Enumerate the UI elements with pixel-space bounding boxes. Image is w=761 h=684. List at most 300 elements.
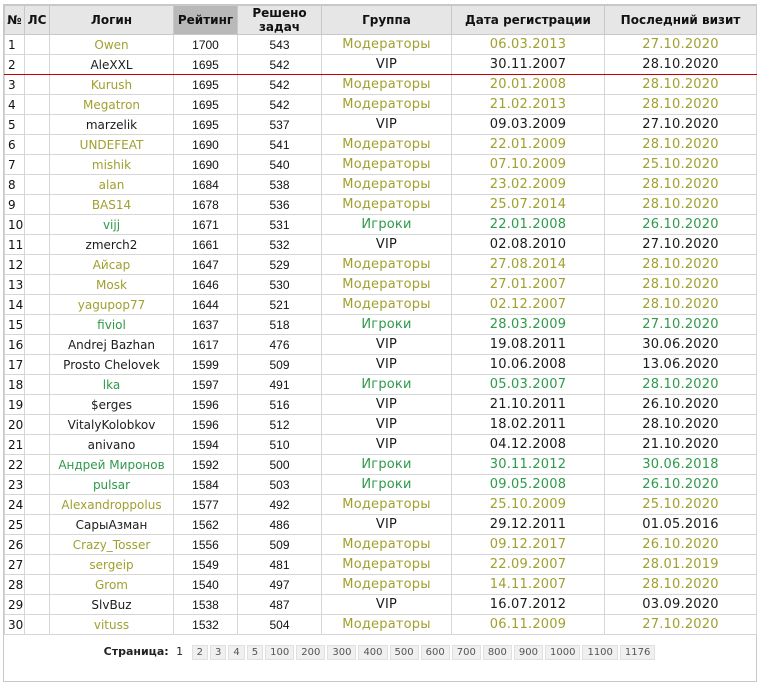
row-group: Модераторы <box>322 575 452 595</box>
row-rating: 1532 <box>174 615 238 635</box>
row-pm-cell[interactable] <box>25 95 50 115</box>
row-last-visit: 28.10.2020 <box>605 195 757 215</box>
table-row <box>5 535 757 555</box>
row-registration-date: 09.12.2017 <box>452 535 605 555</box>
pagination-page-link[interactable]: 1176 <box>620 645 655 660</box>
rating-panel <box>3 4 757 682</box>
row-number: 1 <box>5 35 25 55</box>
row-pm-cell[interactable] <box>25 315 50 335</box>
row-rating: 1695 <box>174 55 238 75</box>
table-row <box>5 435 757 455</box>
col-header-solved[interactable]: Решено задач <box>238 6 322 35</box>
row-solved: 491 <box>238 375 322 395</box>
row-login-link[interactable]: UNDEFEAT <box>50 135 174 155</box>
row-pm-cell[interactable] <box>25 175 50 195</box>
row-group: Игроки <box>322 455 452 475</box>
row-solved: 540 <box>238 155 322 175</box>
row-pm-cell[interactable] <box>25 455 50 475</box>
row-login-link[interactable]: pulsar <box>50 475 174 495</box>
row-rating: 1700 <box>174 35 238 55</box>
row-pm-cell[interactable] <box>25 575 50 595</box>
pagination-page-link[interactable]: 1000 <box>545 645 580 660</box>
row-pm-cell[interactable] <box>25 295 50 315</box>
row-group: VIP <box>322 355 452 375</box>
table-row <box>5 275 757 295</box>
row-pm-cell[interactable] <box>25 235 50 255</box>
row-pm-cell[interactable] <box>25 375 50 395</box>
row-group: Модераторы <box>322 35 452 55</box>
row-rating: 1584 <box>174 475 238 495</box>
row-last-visit: 01.05.2016 <box>605 515 757 535</box>
row-login-link[interactable]: VitalyKolobkov <box>50 415 174 435</box>
row-number: 28 <box>5 575 25 595</box>
table-row <box>5 495 757 515</box>
row-last-visit: 26.10.2020 <box>605 535 757 555</box>
row-rating: 1646 <box>174 275 238 295</box>
table-row <box>5 215 757 235</box>
row-number: 22 <box>5 455 25 475</box>
row-number: 21 <box>5 435 25 455</box>
row-rating: 1556 <box>174 535 238 555</box>
table-row <box>5 335 757 355</box>
row-solved: 510 <box>238 435 322 455</box>
row-last-visit: 28.10.2020 <box>605 575 757 595</box>
row-pm-cell[interactable] <box>25 355 50 375</box>
row-solved: 476 <box>238 335 322 355</box>
row-last-visit: 13.06.2020 <box>605 355 757 375</box>
row-number: 7 <box>5 155 25 175</box>
row-group: Игроки <box>322 315 452 335</box>
row-login-link[interactable]: Prosto Chelovek <box>50 355 174 375</box>
row-number: 15 <box>5 315 25 335</box>
row-pm-cell[interactable] <box>25 195 50 215</box>
row-pm-cell[interactable] <box>25 415 50 435</box>
row-solved: 509 <box>238 535 322 555</box>
row-solved: 531 <box>238 215 322 235</box>
row-login-link[interactable]: Mosk <box>50 275 174 295</box>
row-group: Модераторы <box>322 555 452 575</box>
col-header-last-visit[interactable]: Последний визит <box>605 6 757 35</box>
row-login-link[interactable]: marzelik <box>50 115 174 135</box>
row-group: Модераторы <box>322 295 452 315</box>
row-solved: 504 <box>238 615 322 635</box>
row-solved: 537 <box>238 115 322 135</box>
row-solved: 481 <box>238 555 322 575</box>
row-group: VIP <box>322 395 452 415</box>
row-pm-cell[interactable] <box>25 275 50 295</box>
row-registration-date: 28.03.2009 <box>452 315 605 335</box>
row-pm-cell[interactable] <box>25 335 50 355</box>
row-login-link[interactable]: Андрей Миронов <box>50 455 174 475</box>
row-registration-date: 25.10.2009 <box>452 495 605 515</box>
row-login-link[interactable]: vituss <box>50 615 174 635</box>
row-registration-date: 21.10.2011 <box>452 395 605 415</box>
row-last-visit: 28.10.2020 <box>605 75 757 95</box>
row-solved: 542 <box>238 75 322 95</box>
row-login-link[interactable]: anivano <box>50 435 174 455</box>
table-row <box>5 95 757 115</box>
table-row <box>5 475 757 495</box>
row-last-visit: 25.10.2020 <box>605 495 757 515</box>
row-number: 5 <box>5 115 25 135</box>
row-rating: 1596 <box>174 395 238 415</box>
row-solved: 532 <box>238 235 322 255</box>
table-row <box>5 55 757 75</box>
row-number: 2 <box>5 55 25 75</box>
table-row <box>5 115 757 135</box>
row-registration-date: 22.09.2007 <box>452 555 605 575</box>
row-login-link[interactable]: BAS14 <box>50 195 174 215</box>
row-number: 17 <box>5 355 25 375</box>
row-registration-date: 02.08.2010 <box>452 235 605 255</box>
row-group: Модераторы <box>322 95 452 115</box>
row-group: Модераторы <box>322 135 452 155</box>
row-solved: 536 <box>238 195 322 215</box>
row-last-visit: 26.10.2020 <box>605 475 757 495</box>
row-pm-cell[interactable] <box>25 535 50 555</box>
row-number: 29 <box>5 595 25 615</box>
pagination-page-link[interactable]: 5 <box>247 645 263 660</box>
row-number: 16 <box>5 335 25 355</box>
table-row <box>5 375 757 395</box>
row-rating: 1538 <box>174 595 238 615</box>
row-pm-cell[interactable] <box>25 55 50 75</box>
row-login-link[interactable]: Crazy_Tosser <box>50 535 174 555</box>
row-group: Модераторы <box>322 175 452 195</box>
pagination <box>4 645 756 660</box>
row-registration-date: 21.02.2013 <box>452 95 605 115</box>
row-registration-date: 09.05.2008 <box>452 475 605 495</box>
pagination-page-link[interactable]: 1100 <box>582 645 617 660</box>
row-last-visit: 28.10.2020 <box>605 255 757 275</box>
row-number: 20 <box>5 415 25 435</box>
row-number: 6 <box>5 135 25 155</box>
row-registration-date: 10.06.2008 <box>452 355 605 375</box>
table-row <box>5 235 757 255</box>
row-registration-date: 22.01.2008 <box>452 215 605 235</box>
row-last-visit: 28.10.2020 <box>605 175 757 195</box>
row-group: Игроки <box>322 475 452 495</box>
row-pm-cell[interactable] <box>25 615 50 635</box>
row-rating: 1695 <box>174 75 238 95</box>
row-group: Игроки <box>322 215 452 235</box>
col-header-pm[interactable]: ЛС <box>25 6 50 35</box>
col-header-number[interactable]: № <box>5 6 25 35</box>
row-registration-date: 14.11.2007 <box>452 575 605 595</box>
row-last-visit: 27.10.2020 <box>605 315 757 335</box>
row-rating: 1684 <box>174 175 238 195</box>
row-registration-date: 18.02.2011 <box>452 415 605 435</box>
row-number: 3 <box>5 75 25 95</box>
pagination-page-link[interactable]: 100 <box>265 645 294 660</box>
row-rating: 1644 <box>174 295 238 315</box>
row-number: 30 <box>5 615 25 635</box>
table-row <box>5 155 757 175</box>
table-row <box>5 575 757 595</box>
row-rating: 1577 <box>174 495 238 515</box>
row-pm-cell[interactable] <box>25 555 50 575</box>
pagination-page-link[interactable]: 3 <box>210 645 226 660</box>
row-solved: 512 <box>238 415 322 435</box>
row-registration-date: 20.01.2008 <box>452 75 605 95</box>
table-row <box>5 555 757 575</box>
row-number: 14 <box>5 295 25 315</box>
row-rating: 1690 <box>174 155 238 175</box>
row-group: Модераторы <box>322 615 452 635</box>
table-row <box>5 455 757 475</box>
row-registration-date: 27.01.2007 <box>452 275 605 295</box>
row-last-visit: 26.10.2020 <box>605 215 757 235</box>
row-registration-date: 23.02.2009 <box>452 175 605 195</box>
col-header-rating[interactable]: Рейтинг <box>174 6 238 35</box>
row-last-visit: 27.10.2020 <box>605 35 757 55</box>
pagination-label: Страница: <box>103 645 169 658</box>
row-registration-date: 16.07.2012 <box>452 595 605 615</box>
row-rating: 1599 <box>174 355 238 375</box>
row-login-link[interactable]: alan <box>50 175 174 195</box>
row-group: VIP <box>322 335 452 355</box>
row-last-visit: 27.10.2020 <box>605 615 757 635</box>
table-row <box>5 75 757 95</box>
table-body <box>5 35 757 635</box>
row-rating: 1594 <box>174 435 238 455</box>
row-group: VIP <box>322 115 452 135</box>
row-registration-date: 29.12.2011 <box>452 515 605 535</box>
row-registration-date: 30.11.2007 <box>452 55 605 75</box>
table-row <box>5 195 757 215</box>
row-login-link[interactable]: zmerch2 <box>50 235 174 255</box>
row-number: 27 <box>5 555 25 575</box>
row-last-visit: 28.01.2019 <box>605 555 757 575</box>
table-row <box>5 515 757 535</box>
table-row <box>5 355 757 375</box>
table-row <box>5 295 757 315</box>
col-header-login[interactable]: Логин <box>50 6 174 35</box>
row-last-visit: 21.10.2020 <box>605 435 757 455</box>
row-number: 11 <box>5 235 25 255</box>
table-row <box>5 135 757 155</box>
table-header-row <box>5 6 757 35</box>
row-last-visit: 28.10.2020 <box>605 415 757 435</box>
row-solved: 529 <box>238 255 322 275</box>
row-pm-cell[interactable] <box>25 135 50 155</box>
row-last-visit: 30.06.2018 <box>605 455 757 475</box>
row-solved: 509 <box>238 355 322 375</box>
table-row <box>5 595 757 615</box>
row-solved: 487 <box>238 595 322 615</box>
row-number: 23 <box>5 475 25 495</box>
row-pm-cell[interactable] <box>25 75 50 95</box>
table-row <box>5 395 757 415</box>
row-group: Модераторы <box>322 255 452 275</box>
row-rating: 1647 <box>174 255 238 275</box>
row-pm-cell[interactable] <box>25 475 50 495</box>
row-registration-date: 27.08.2014 <box>452 255 605 275</box>
row-login-link[interactable]: Айсар <box>50 255 174 275</box>
row-number: 4 <box>5 95 25 115</box>
row-solved: 518 <box>238 315 322 335</box>
row-solved: 542 <box>238 55 322 75</box>
pagination-page-link[interactable]: 800 <box>483 645 512 660</box>
row-solved: 538 <box>238 175 322 195</box>
row-last-visit: 28.10.2020 <box>605 295 757 315</box>
row-login-link[interactable]: fiviol <box>50 315 174 335</box>
row-group: Модераторы <box>322 275 452 295</box>
row-registration-date: 06.11.2009 <box>452 615 605 635</box>
pagination-page-link[interactable]: 700 <box>452 645 481 660</box>
row-rating: 1562 <box>174 515 238 535</box>
row-pm-cell[interactable] <box>25 155 50 175</box>
row-solved: 542 <box>238 95 322 115</box>
row-pm-cell[interactable] <box>25 395 50 415</box>
pagination-page-link[interactable]: 300 <box>327 645 356 660</box>
row-login-link[interactable]: SlvBuz <box>50 595 174 615</box>
row-login-link[interactable]: Grom <box>50 575 174 595</box>
row-rating: 1617 <box>174 335 238 355</box>
row-rating: 1671 <box>174 215 238 235</box>
row-login-link[interactable]: Kurush <box>50 75 174 95</box>
row-last-visit: 28.10.2020 <box>605 275 757 295</box>
row-last-visit: 25.10.2020 <box>605 155 757 175</box>
row-rating: 1661 <box>174 235 238 255</box>
row-last-visit: 28.10.2020 <box>605 55 757 75</box>
row-registration-date: 02.12.2007 <box>452 295 605 315</box>
row-group: Модераторы <box>322 155 452 175</box>
table-row <box>5 615 757 635</box>
table-row <box>5 35 757 55</box>
row-registration-date: 30.11.2012 <box>452 455 605 475</box>
row-last-visit: 28.10.2020 <box>605 375 757 395</box>
row-rating: 1637 <box>174 315 238 335</box>
row-registration-date: 09.03.2009 <box>452 115 605 135</box>
row-login-link[interactable]: mishik <box>50 155 174 175</box>
pagination-page-link[interactable]: 900 <box>514 645 543 660</box>
row-registration-date: 04.12.2008 <box>452 435 605 455</box>
row-number: 8 <box>5 175 25 195</box>
row-rating: 1596 <box>174 415 238 435</box>
pagination-page-link[interactable]: 4 <box>228 645 244 660</box>
row-pm-cell[interactable] <box>25 255 50 275</box>
pagination-page-link[interactable]: 400 <box>358 645 387 660</box>
row-login-link[interactable]: vijj <box>50 215 174 235</box>
row-login-link[interactable]: Owen <box>50 35 174 55</box>
row-number: 25 <box>5 515 25 535</box>
pagination-page-link[interactable]: 500 <box>390 645 419 660</box>
row-pm-cell[interactable] <box>25 515 50 535</box>
row-group: Модераторы <box>322 75 452 95</box>
row-number: 19 <box>5 395 25 415</box>
row-solved: 500 <box>238 455 322 475</box>
row-last-visit: 27.10.2020 <box>605 235 757 255</box>
col-header-registration-date[interactable]: Дата регистрации <box>452 6 605 35</box>
row-group: Игроки <box>322 375 452 395</box>
row-login-link[interactable]: lka <box>50 375 174 395</box>
row-group: VIP <box>322 515 452 535</box>
table-row <box>5 415 757 435</box>
row-rating: 1690 <box>174 135 238 155</box>
row-login-link[interactable]: sergeip <box>50 555 174 575</box>
row-last-visit: 28.10.2020 <box>605 135 757 155</box>
row-number: 12 <box>5 255 25 275</box>
table-row <box>5 175 757 195</box>
row-number: 26 <box>5 535 25 555</box>
row-registration-date: 19.08.2011 <box>452 335 605 355</box>
row-number: 10 <box>5 215 25 235</box>
row-number: 13 <box>5 275 25 295</box>
row-pm-cell[interactable] <box>25 215 50 235</box>
row-rating: 1540 <box>174 575 238 595</box>
row-login-link[interactable]: $erges <box>50 395 174 415</box>
row-last-visit: 28.10.2020 <box>605 95 757 115</box>
row-login-link[interactable]: Alexandroppolus <box>50 495 174 515</box>
row-last-visit: 27.10.2020 <box>605 115 757 135</box>
row-registration-date: 07.10.2009 <box>452 155 605 175</box>
row-rating: 1695 <box>174 95 238 115</box>
table-row <box>5 315 757 335</box>
pagination-page-link[interactable]: 200 <box>296 645 325 660</box>
row-group: Модераторы <box>322 535 452 555</box>
row-group: VIP <box>322 595 452 615</box>
row-group: VIP <box>322 55 452 75</box>
row-group: VIP <box>322 435 452 455</box>
row-rating: 1592 <box>174 455 238 475</box>
row-last-visit: 26.10.2020 <box>605 395 757 415</box>
row-last-visit: 30.06.2020 <box>605 335 757 355</box>
row-solved: 497 <box>238 575 322 595</box>
row-login-link[interactable]: AleXXL <box>50 55 174 75</box>
row-number: 9 <box>5 195 25 215</box>
row-login-link[interactable]: yagupop77 <box>50 295 174 315</box>
row-rating: 1597 <box>174 375 238 395</box>
row-login-link[interactable]: Andrej Bazhan <box>50 335 174 355</box>
row-solved: 521 <box>238 295 322 315</box>
row-rating: 1549 <box>174 555 238 575</box>
pagination-current-page: 1 <box>176 645 184 658</box>
row-solved: 503 <box>238 475 322 495</box>
row-registration-date: 22.01.2009 <box>452 135 605 155</box>
table-row <box>5 255 757 275</box>
row-pm-cell[interactable] <box>25 35 50 55</box>
row-solved: 486 <box>238 515 322 535</box>
row-last-visit: 03.09.2020 <box>605 595 757 615</box>
row-group: Модераторы <box>322 195 452 215</box>
pagination-page-link[interactable]: 2 <box>192 645 208 660</box>
rating-table <box>4 5 757 635</box>
row-solved: 516 <box>238 395 322 415</box>
row-registration-date: 25.07.2014 <box>452 195 605 215</box>
row-pm-cell[interactable] <box>25 435 50 455</box>
row-group: VIP <box>322 235 452 255</box>
col-header-group[interactable]: Группа <box>322 6 452 35</box>
row-rating: 1695 <box>174 115 238 135</box>
row-registration-date: 06.03.2013 <box>452 35 605 55</box>
row-number: 18 <box>5 375 25 395</box>
row-pm-cell[interactable] <box>25 595 50 615</box>
row-solved: 541 <box>238 135 322 155</box>
row-solved: 492 <box>238 495 322 515</box>
row-group: Модераторы <box>322 495 452 515</box>
row-login-link[interactable]: Megatron <box>50 95 174 115</box>
row-pm-cell[interactable] <box>25 495 50 515</box>
pagination-page-link[interactable]: 600 <box>421 645 450 660</box>
row-group: VIP <box>322 415 452 435</box>
row-solved: 530 <box>238 275 322 295</box>
row-pm-cell[interactable] <box>25 115 50 135</box>
row-solved: 543 <box>238 35 322 55</box>
row-number: 24 <box>5 495 25 515</box>
row-registration-date: 05.03.2007 <box>452 375 605 395</box>
row-login-link[interactable]: СарыАзман <box>50 515 174 535</box>
